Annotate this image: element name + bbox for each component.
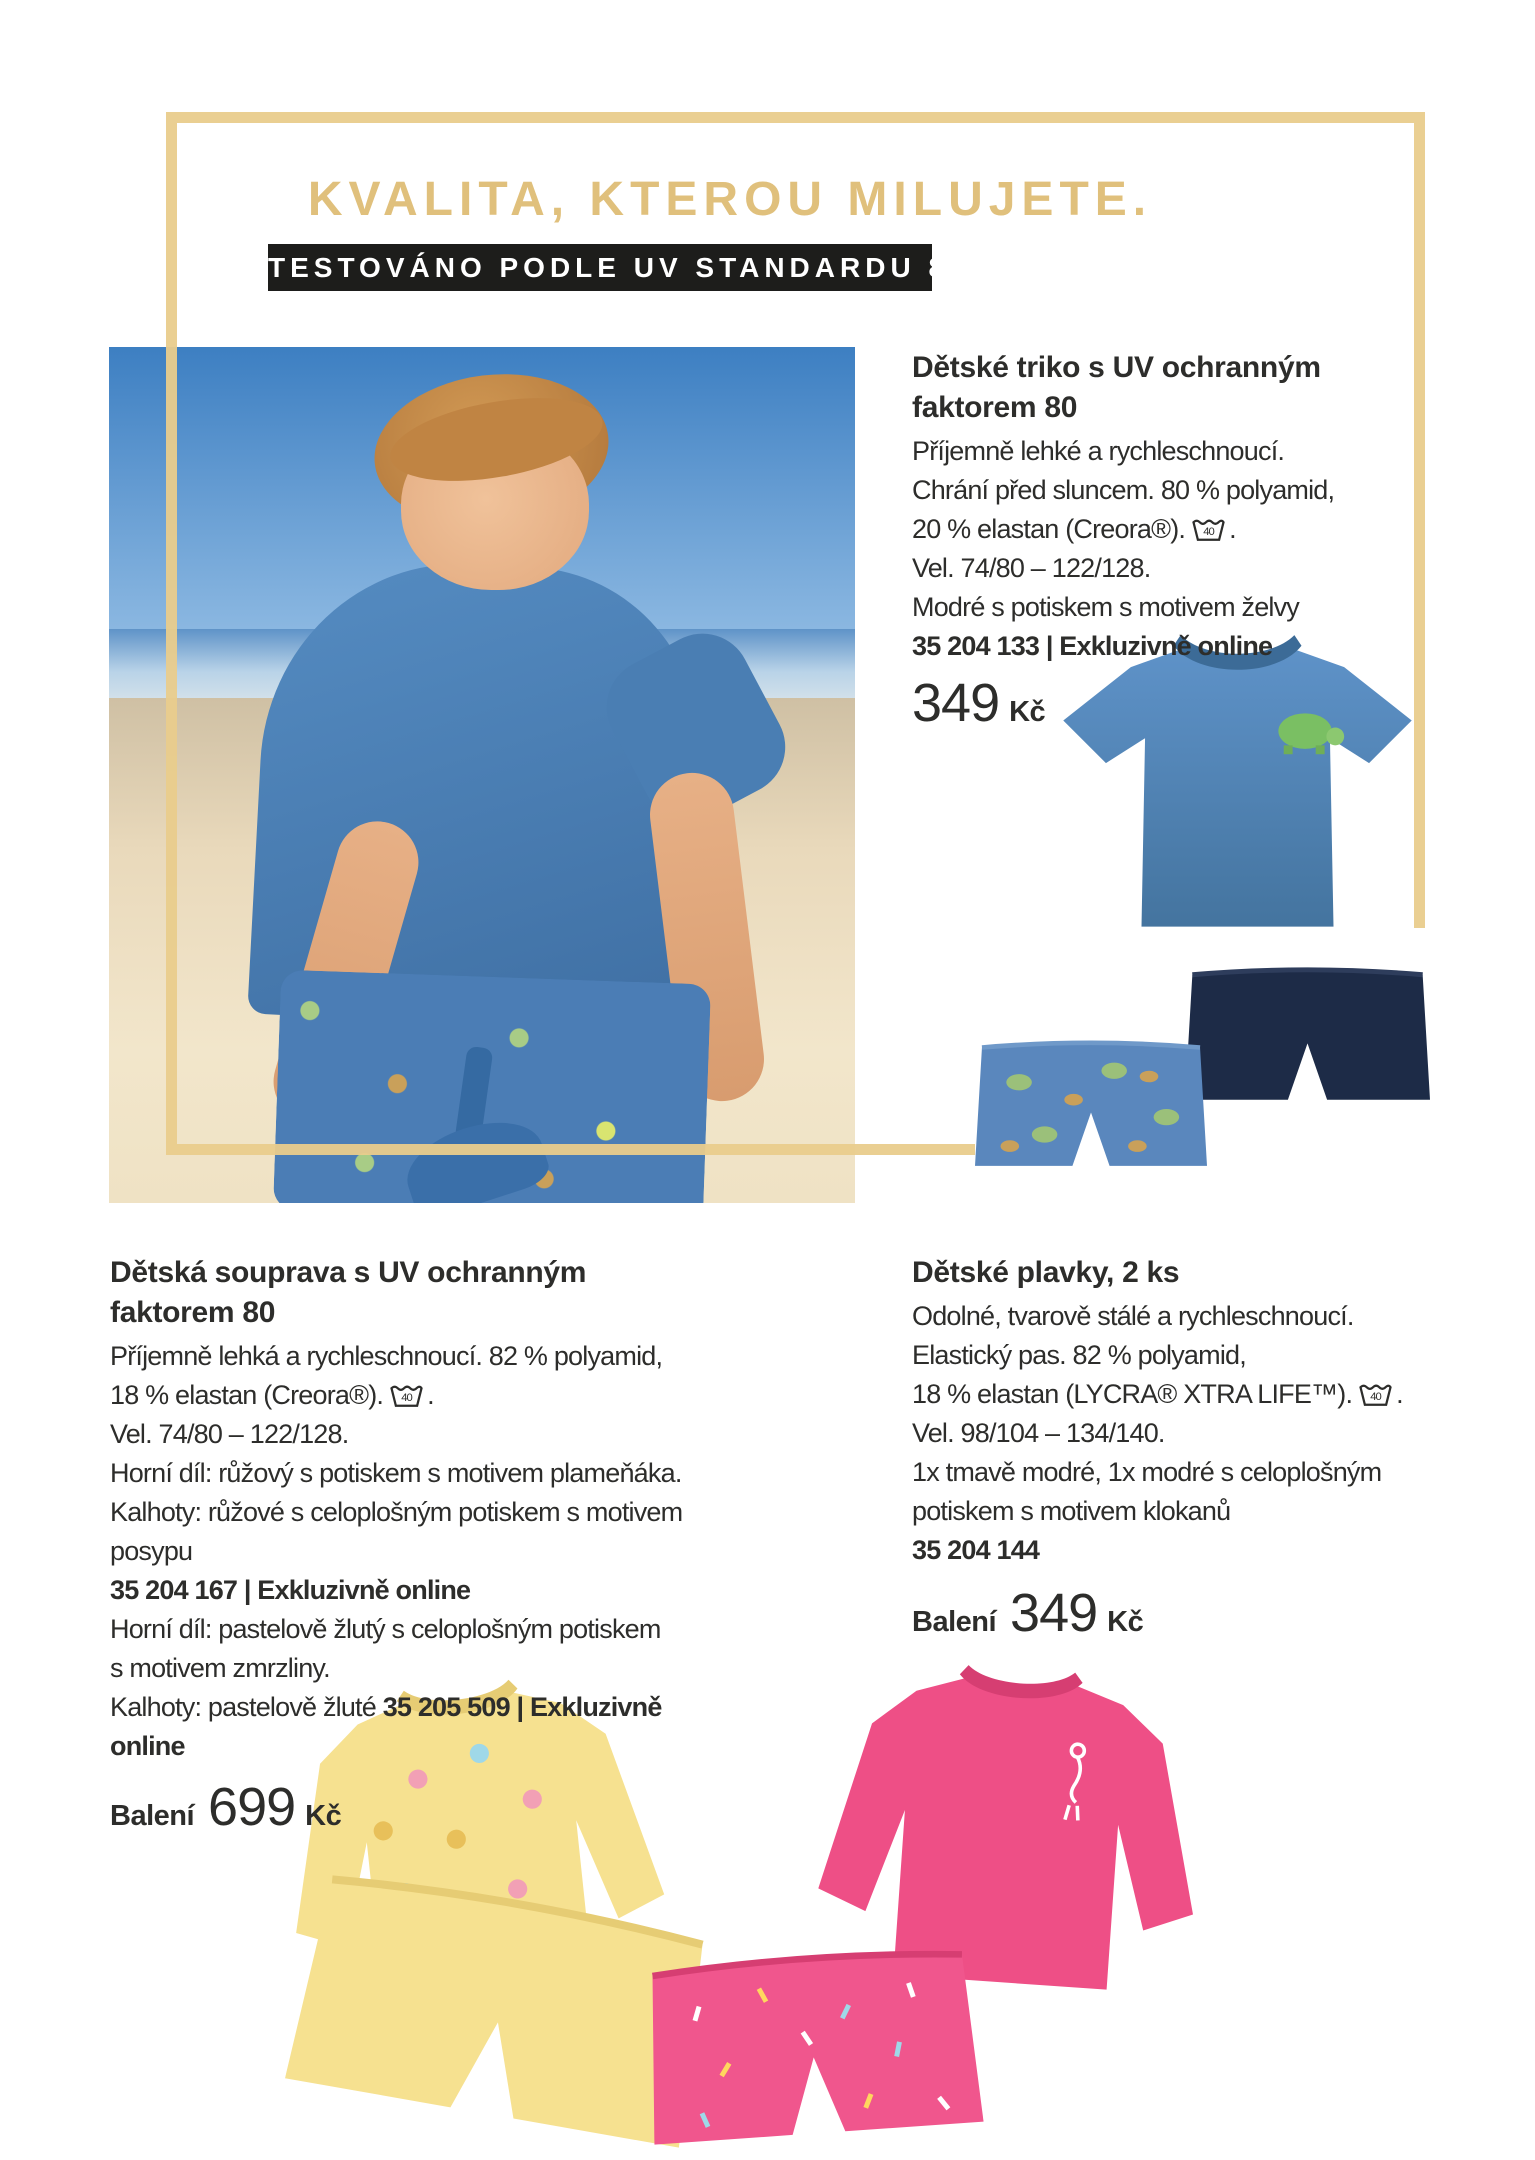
description-line: Horní díl: růžový s potiskem s motivem plameňáka. xyxy=(110,1458,682,1488)
description-line: Chrání před sluncem. 80 % polyamid, xyxy=(912,475,1335,505)
product-title: Dětské plavky, 2 ks xyxy=(912,1256,1180,1289)
price-label: Balení xyxy=(912,1606,997,1638)
shorts-print-image xyxy=(975,998,1207,1213)
price xyxy=(110,1776,710,1838)
price-amount: 349 xyxy=(912,673,1000,733)
product-card-souprava xyxy=(110,1253,710,1838)
description-line-care: 18 % elastan (Creora®). 40 . xyxy=(110,1380,434,1410)
description-line: potiskem s motivem klokanů xyxy=(912,1496,1231,1526)
description-line-mixed: Kalhoty: pastelově žluté 35 205 509 | Exkluzivně online xyxy=(110,1692,662,1761)
description-line-sizes: Vel. 74/80 – 122/128. xyxy=(110,1419,349,1449)
description-line-care: 18 % elastan (LYCRA® XTRA LIFE™). 40 . xyxy=(912,1379,1403,1409)
description-line: Příjemně lehká a rychleschnoucí. 82 % polyamid, xyxy=(110,1341,663,1371)
shorts-navy-image xyxy=(1185,930,1430,1142)
product-title xyxy=(912,348,1432,428)
price-amount: 349 xyxy=(1010,1583,1098,1643)
description-line: Elastický pas. 82 % polyamid, xyxy=(912,1340,1246,1370)
price-currency: Kč xyxy=(305,1800,342,1832)
pink-shorts-image xyxy=(640,1919,986,2160)
price-label: Balení xyxy=(110,1800,195,1832)
price-currency: Kč xyxy=(1107,1606,1144,1638)
description-line: s motivem zmrzliny. xyxy=(110,1653,330,1683)
product-code: 35 204 133 | Exkluzivně online xyxy=(912,631,1273,661)
description-line: 1x tmavě modré, 1x modré s celoplošným xyxy=(912,1457,1382,1487)
product-title: Dětská souprava s UV ochranným faktorem 80 xyxy=(110,1256,587,1329)
product-title-line2: faktorem 80 xyxy=(912,391,1078,424)
svg-text:40: 40 xyxy=(1370,1390,1381,1403)
price xyxy=(912,672,1432,734)
product-code: 35 204 144 xyxy=(912,1535,1040,1565)
product-description xyxy=(912,432,1432,666)
wash-care-icon xyxy=(389,1382,424,1407)
description-line-variant: Modré s potiskem s motivem želvy xyxy=(912,592,1300,622)
product-description xyxy=(110,1337,710,1766)
description-line: Odolné, tvarově stálé a rychleschnoucí. xyxy=(912,1301,1354,1331)
description-line-sizes: Vel. 98/104 – 134/140. xyxy=(912,1418,1165,1448)
price-amount: 699 xyxy=(208,1777,296,1837)
product-card-plavky xyxy=(912,1253,1452,1644)
page-title: KVALITA, KTEROU MILUJETE. xyxy=(307,173,1153,226)
product-code: 35 205 509 | Exkluzivně online xyxy=(110,1692,662,1761)
price xyxy=(912,1582,1452,1644)
product-card-triko xyxy=(912,348,1432,734)
wash-care-icon xyxy=(1358,1381,1393,1406)
description-line: Kalhoty: růžové s celoplošným potiskem s motivem posypu xyxy=(110,1497,683,1566)
product-code: 35 204 167 | Exkluzivně online xyxy=(110,1575,471,1605)
product-description xyxy=(912,1297,1452,1570)
svg-text:40: 40 xyxy=(1203,525,1214,538)
description-line: Horní díl: pastelově žlutý s celoplošným potiskem xyxy=(110,1614,661,1644)
description-line-care: 20 % elastan (Creora®). 40 . xyxy=(912,514,1236,544)
wash-care-icon xyxy=(1191,516,1226,541)
svg-text:40: 40 xyxy=(401,1391,412,1404)
uv-standard-banner: TESTOVÁNO PODLE UV STANDARDU 80 xyxy=(268,244,932,291)
product-title-line1: Dětské triko s UV ochranným xyxy=(912,351,1321,384)
description-line-sizes: Vel. 74/80 – 122/128. xyxy=(912,553,1151,583)
price-currency: Kč xyxy=(1009,696,1046,728)
description-line: Příjemně lehké a rychleschnoucí. xyxy=(912,436,1285,466)
